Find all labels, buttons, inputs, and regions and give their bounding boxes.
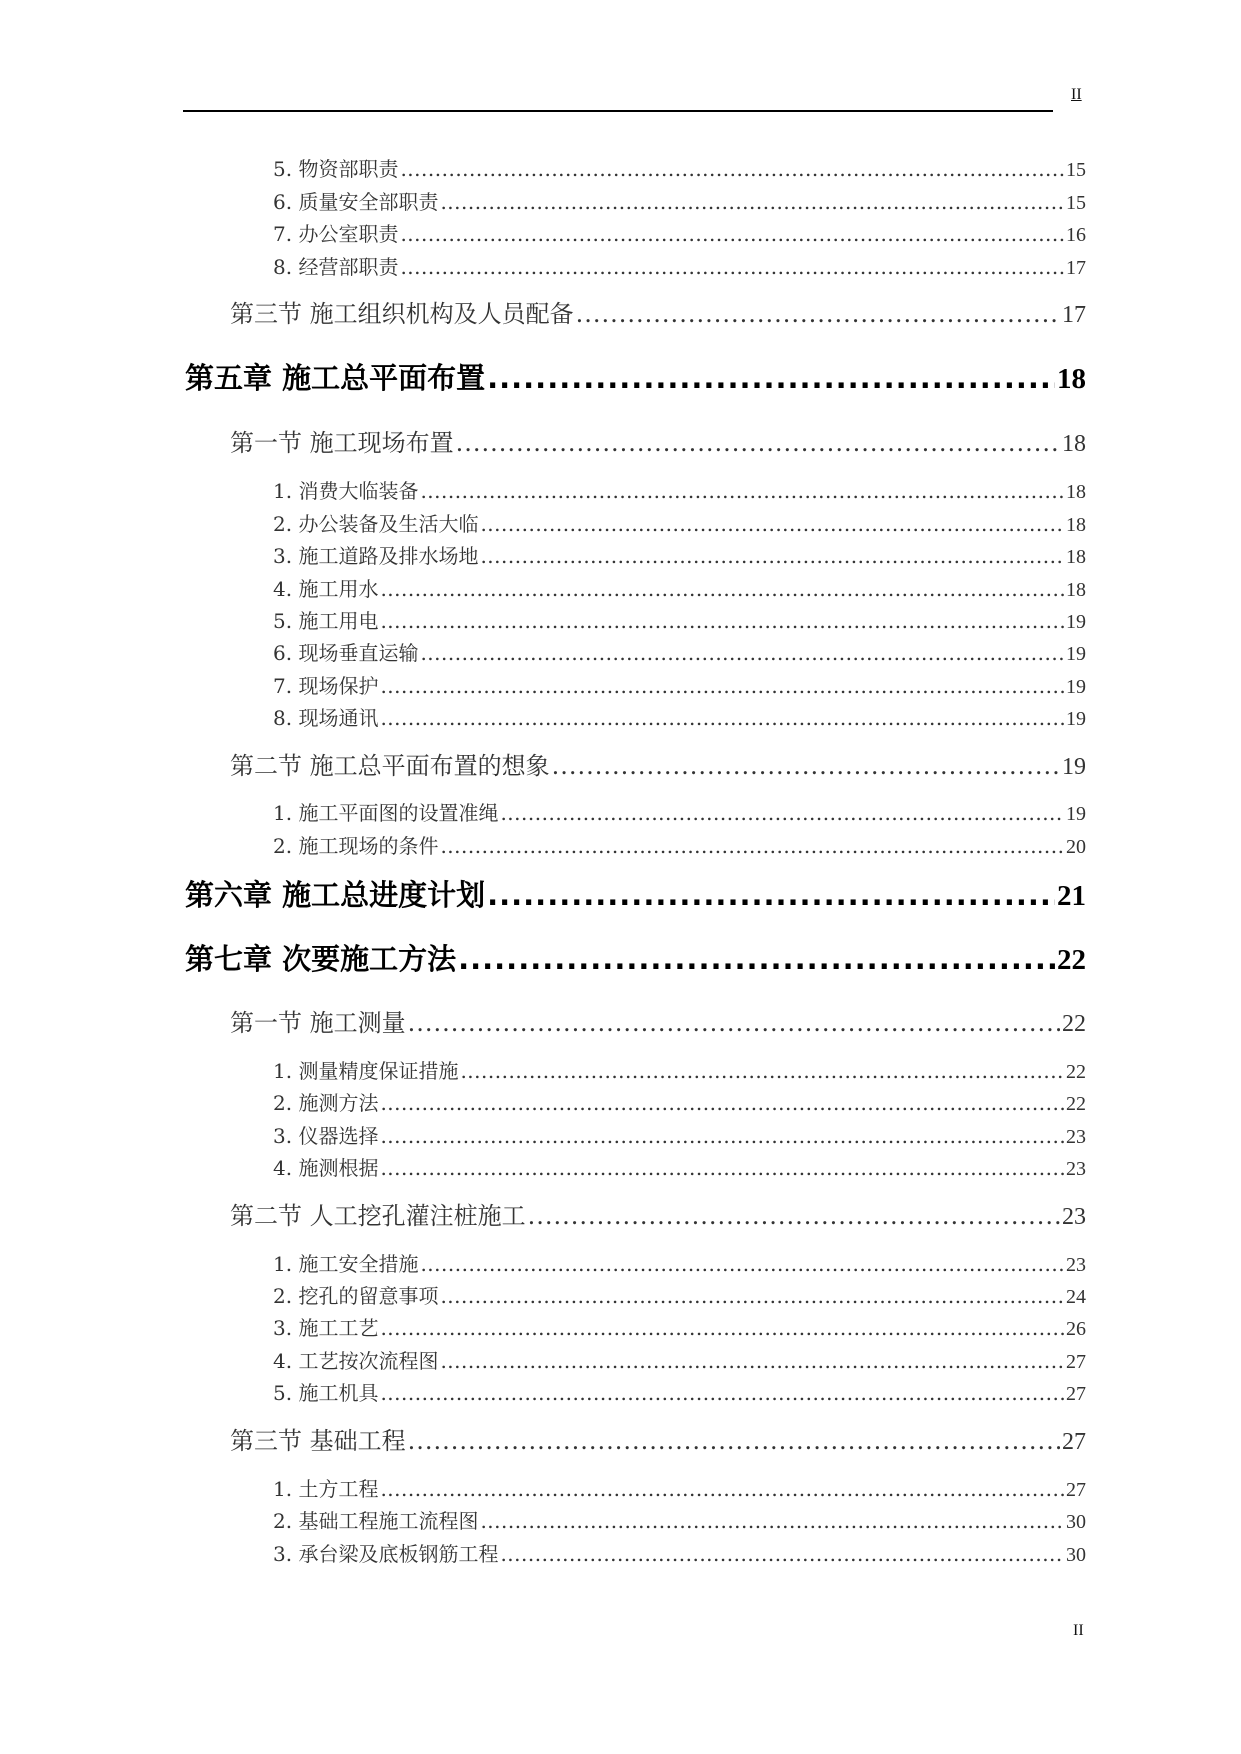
toc-entry-label: 第二节 人工挖孔灌注桩施工 bbox=[230, 1202, 526, 1230]
toc-entry-label: 2. 施测方法 bbox=[273, 1091, 379, 1115]
toc-leader-dots bbox=[400, 222, 1064, 246]
toc-leader-dots bbox=[420, 479, 1064, 503]
toc-entry[interactable] bbox=[230, 294, 1086, 329]
toc-entry-page: 30 bbox=[1066, 1511, 1086, 1533]
toc-leader-dots bbox=[380, 1124, 1064, 1148]
toc-entry-label: 3. 仪器选择 bbox=[273, 1124, 379, 1148]
toc-leader-dots bbox=[480, 1509, 1064, 1533]
toc-entry-label: 第六章 施工总进度计划 bbox=[185, 878, 486, 912]
toc-entry[interactable] bbox=[273, 1345, 1086, 1374]
toc-leader-dots bbox=[380, 1091, 1064, 1115]
toc-entry-page: 18 bbox=[1066, 514, 1086, 536]
toc-entry-page: 19 bbox=[1066, 676, 1086, 698]
toc-entry[interactable] bbox=[273, 218, 1086, 247]
toc-leader-dots bbox=[380, 1381, 1064, 1405]
toc-leader-dots bbox=[440, 1349, 1064, 1373]
toc-entry[interactable] bbox=[273, 1538, 1086, 1567]
toc-entry[interactable] bbox=[230, 423, 1086, 458]
header-page-number: II bbox=[1071, 86, 1082, 103]
toc-entry-label: 第七章 次要施工方法 bbox=[185, 942, 457, 976]
toc-leader-dots bbox=[487, 361, 1055, 395]
toc-entry[interactable] bbox=[273, 670, 1086, 699]
toc-entry-page: 20 bbox=[1066, 836, 1086, 858]
toc-leader-dots bbox=[460, 1059, 1064, 1083]
toc-entry-page: 26 bbox=[1066, 1318, 1086, 1340]
toc-entry-label: 7. 办公室职责 bbox=[273, 222, 399, 246]
toc-entry-label: 5. 物资部职责 bbox=[273, 157, 399, 181]
toc-entry[interactable] bbox=[273, 1248, 1086, 1277]
toc-entry-page: 19 bbox=[1066, 643, 1086, 665]
toc-entry-page: 22 bbox=[1066, 1093, 1086, 1115]
toc-entry-page: 17 bbox=[1062, 302, 1086, 328]
toc-entry-label: 1. 施工平面图的设置准绳 bbox=[273, 801, 499, 825]
toc-entry-page: 27 bbox=[1066, 1383, 1086, 1405]
toc-leader-dots bbox=[576, 300, 1060, 328]
toc-entry-label: 第二节 施工总平面布置的想象 bbox=[230, 752, 550, 780]
toc-entry-label: 1. 土方工程 bbox=[273, 1477, 379, 1501]
toc-leader-dots bbox=[487, 878, 1055, 912]
toc-leader-dots bbox=[420, 641, 1064, 665]
toc-leader-dots bbox=[400, 157, 1064, 181]
toc-entry-label: 1. 消费大临装备 bbox=[273, 479, 419, 503]
toc-entry-label: 2. 挖孔的留意事项 bbox=[273, 1284, 439, 1308]
toc-entry[interactable] bbox=[273, 1280, 1086, 1309]
toc-leader-dots bbox=[480, 512, 1064, 536]
toc-entry[interactable] bbox=[230, 1196, 1086, 1231]
toc-leader-dots bbox=[440, 1284, 1064, 1308]
toc-entry[interactable] bbox=[273, 186, 1086, 215]
toc-entry-label: 2. 办公装备及生活大临 bbox=[273, 512, 479, 536]
toc-entry-page: 30 bbox=[1066, 1544, 1086, 1566]
toc-entry[interactable] bbox=[273, 251, 1086, 280]
toc-entry-label: 2. 基础工程施工流程图 bbox=[273, 1509, 479, 1533]
toc-entry-label: 8. 现场通讯 bbox=[273, 706, 379, 730]
toc-entry-page: 24 bbox=[1066, 1286, 1086, 1308]
toc-leader-dots bbox=[380, 1477, 1064, 1501]
toc-entry-page: 27 bbox=[1066, 1479, 1086, 1501]
toc-leader-dots bbox=[380, 609, 1064, 633]
toc-entry[interactable] bbox=[273, 830, 1086, 859]
toc-entry[interactable] bbox=[273, 1377, 1086, 1406]
toc-entry-page: 21 bbox=[1057, 880, 1086, 912]
toc-entry[interactable] bbox=[273, 475, 1086, 504]
toc-leader-dots bbox=[420, 1252, 1064, 1276]
toc-leader-dots bbox=[440, 190, 1064, 214]
toc-entry-page: 19 bbox=[1066, 611, 1086, 633]
toc-entry-page: 15 bbox=[1066, 159, 1086, 181]
toc-leader-dots bbox=[480, 544, 1064, 568]
toc-entry[interactable] bbox=[273, 637, 1086, 666]
toc-entry-page: 22 bbox=[1057, 944, 1086, 976]
toc-entry[interactable] bbox=[273, 1120, 1086, 1149]
toc-entry-label: 3. 施工工艺 bbox=[273, 1316, 379, 1340]
toc-entry[interactable] bbox=[273, 153, 1086, 182]
toc-entry[interactable] bbox=[230, 1421, 1086, 1456]
toc-entry-page: 27 bbox=[1062, 1429, 1086, 1455]
toc-leader-dots bbox=[500, 1542, 1064, 1566]
toc-entry-label: 5. 施工机具 bbox=[273, 1381, 379, 1405]
toc-entry-page: 18 bbox=[1066, 546, 1086, 568]
toc-entry[interactable] bbox=[273, 540, 1086, 569]
header-rule bbox=[183, 110, 1053, 112]
toc-entry[interactable] bbox=[185, 937, 1086, 978]
toc-entry[interactable] bbox=[273, 573, 1086, 602]
toc-entry-label: 3. 施工道路及排水场地 bbox=[273, 544, 479, 568]
toc-leader-dots bbox=[440, 834, 1064, 858]
toc-entry-label: 第一节 施工现场布置 bbox=[230, 429, 454, 457]
toc-entry[interactable] bbox=[230, 746, 1086, 781]
toc-entry[interactable] bbox=[273, 1473, 1086, 1502]
toc-leader-dots bbox=[500, 801, 1064, 825]
toc-leader-dots bbox=[380, 1156, 1064, 1180]
toc-entry-label: 1. 施工安全措施 bbox=[273, 1252, 419, 1276]
toc-entry-label: 4. 施测根据 bbox=[273, 1156, 379, 1180]
toc-entry-label: 第一节 施工测量 bbox=[230, 1009, 406, 1037]
toc-entry-label: 1. 测量精度保证措施 bbox=[273, 1059, 459, 1083]
footer-page-number: II bbox=[1073, 1622, 1084, 1639]
toc-entry-label: 8. 经营部职责 bbox=[273, 255, 399, 279]
toc-entry[interactable] bbox=[185, 356, 1086, 397]
toc-entry-page: 18 bbox=[1057, 363, 1086, 395]
toc-entry-label: 第三节 基础工程 bbox=[230, 1427, 406, 1455]
toc-entry-page: 27 bbox=[1066, 1351, 1086, 1373]
toc-entry-label: 5. 施工用电 bbox=[273, 609, 379, 633]
toc-entry-label: 6. 现场垂直运输 bbox=[273, 641, 419, 665]
toc-leader-dots bbox=[400, 255, 1064, 279]
toc-leader-dots bbox=[408, 1009, 1060, 1037]
toc-leader-dots bbox=[528, 1202, 1060, 1230]
toc-entry-label: 第三节 施工组织机构及人员配备 bbox=[230, 300, 574, 328]
toc-entry-page: 18 bbox=[1066, 481, 1086, 503]
toc-entry-page: 23 bbox=[1062, 1204, 1086, 1230]
toc-entry[interactable] bbox=[273, 1505, 1086, 1534]
toc-leader-dots bbox=[380, 674, 1064, 698]
toc-leader-dots bbox=[456, 429, 1060, 457]
toc-entry[interactable] bbox=[273, 1055, 1086, 1084]
toc-entry[interactable] bbox=[273, 702, 1086, 731]
toc-entry-label: 6. 质量安全部职责 bbox=[273, 190, 439, 214]
toc-entry[interactable] bbox=[273, 605, 1086, 634]
toc-entry-label: 2. 施工现场的条件 bbox=[273, 834, 439, 858]
toc-entry-page: 23 bbox=[1066, 1158, 1086, 1180]
toc-entry-page: 23 bbox=[1066, 1254, 1086, 1276]
toc-entry[interactable] bbox=[273, 1312, 1086, 1341]
toc-entry[interactable] bbox=[273, 1152, 1086, 1181]
toc-entry-page: 15 bbox=[1066, 192, 1086, 214]
toc-entry-page: 18 bbox=[1062, 431, 1086, 457]
toc-entry-page: 18 bbox=[1066, 579, 1086, 601]
toc-leader-dots bbox=[408, 1427, 1060, 1455]
toc-entry-label: 7. 现场保护 bbox=[273, 674, 379, 698]
toc-entry-page: 17 bbox=[1066, 257, 1086, 279]
toc-entry-page: 16 bbox=[1066, 224, 1086, 246]
toc-entry[interactable] bbox=[185, 873, 1086, 914]
toc-entry-page: 22 bbox=[1062, 1011, 1086, 1037]
toc-entry-label: 3. 承台梁及底板钢筋工程 bbox=[273, 1542, 499, 1566]
toc-entry[interactable] bbox=[230, 1003, 1086, 1038]
toc-entry[interactable] bbox=[273, 1087, 1086, 1116]
toc-leader-dots bbox=[380, 577, 1064, 601]
toc-entry-page: 19 bbox=[1066, 803, 1086, 825]
toc-entry-label: 4. 施工用水 bbox=[273, 577, 379, 601]
toc-entry-page: 22 bbox=[1066, 1061, 1086, 1083]
toc-leader-dots bbox=[552, 752, 1060, 780]
toc-leader-dots bbox=[380, 706, 1064, 730]
toc-entry-page: 23 bbox=[1066, 1126, 1086, 1148]
toc-entry[interactable] bbox=[273, 508, 1086, 537]
toc-leader-dots bbox=[380, 1316, 1064, 1340]
toc-leader-dots bbox=[458, 942, 1055, 976]
toc-entry-label: 第五章 施工总平面布置 bbox=[185, 361, 486, 395]
toc-entry[interactable] bbox=[273, 797, 1086, 826]
toc-entry-page: 19 bbox=[1066, 708, 1086, 730]
toc-entry-page: 19 bbox=[1062, 754, 1086, 780]
toc-entry-label: 4. 工艺按次流程图 bbox=[273, 1349, 439, 1373]
